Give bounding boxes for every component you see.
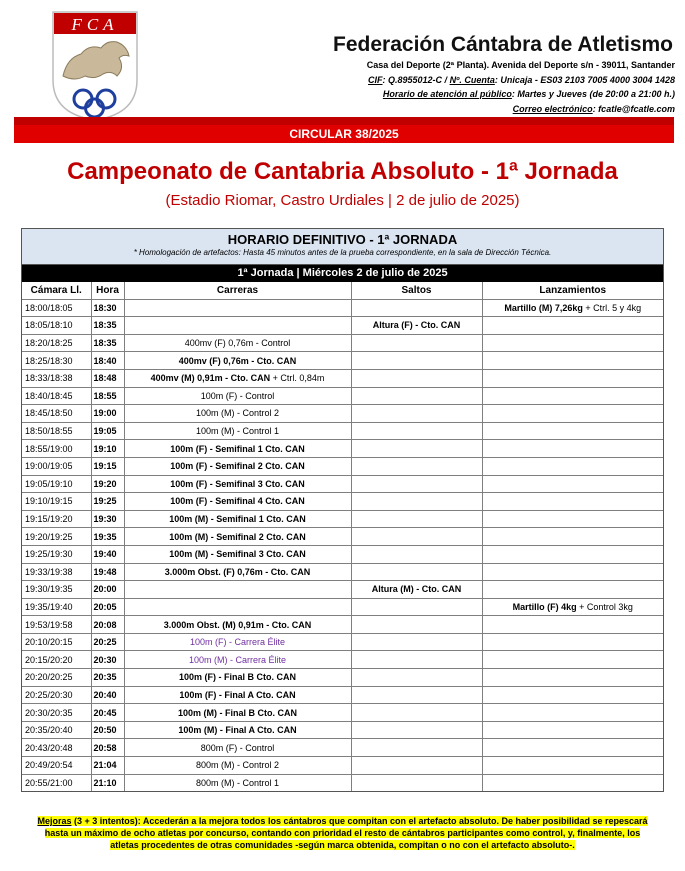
hora-cell: 18:55	[91, 387, 124, 405]
lanzamientos-cell	[482, 616, 663, 634]
camara-cell: 19:33/19:38	[22, 563, 91, 581]
carreras-cell: 100m (M) - Final B Cto. CAN	[124, 704, 351, 722]
footnote	[32, 815, 653, 851]
table-row	[22, 633, 663, 651]
saltos-cell	[351, 475, 482, 493]
hora-cell: 18:48	[91, 369, 124, 387]
table-row	[22, 475, 663, 493]
day-banner: 1ª Jornada | Miércoles 2 de julio de 2025	[22, 265, 663, 282]
saltos-cell	[351, 405, 482, 423]
lanzamientos-cell: Martillo (M) 7,26kg + Ctrl. 5 y 4kg	[482, 299, 663, 317]
hora-cell: 20:30	[91, 651, 124, 669]
saltos-cell	[351, 686, 482, 704]
camara-cell: 20:25/20:30	[22, 686, 91, 704]
table-row	[22, 299, 663, 317]
hora-cell: 19:15	[91, 457, 124, 475]
saltos-cell	[351, 739, 482, 757]
schedule-heading: HORARIO DEFINITIVO - 1ª JORNADA	[227, 232, 458, 247]
camara-cell: 19:35/19:40	[22, 598, 91, 616]
camara-cell: 18:55/19:00	[22, 440, 91, 458]
page-title: Campeonato de Cantabria Absoluto - 1ª Jornada	[67, 158, 618, 185]
saltos-cell	[351, 528, 482, 546]
carreras-cell: 100m (M) - Semifinal 1 Cto. CAN	[124, 510, 351, 528]
saltos-cell	[351, 299, 482, 317]
lanzamientos-cell	[482, 457, 663, 475]
saltos-cell	[351, 493, 482, 511]
hora-cell: 19:05	[91, 422, 124, 440]
schedule-grid	[22, 282, 663, 791]
table-row	[22, 739, 663, 757]
carreras-cell: 100m (F) - Semifinal 2 Cto. CAN	[124, 457, 351, 475]
table-row	[22, 545, 663, 563]
lanzamientos-cell	[482, 704, 663, 722]
carreras-cell: 3.000m Obst. (F) 0,76m - Cto. CAN	[124, 563, 351, 581]
camara-cell: 18:20/18:25	[22, 334, 91, 352]
table-row	[22, 422, 663, 440]
carreras-cell: 100m (M) - Final A Cto. CAN	[124, 721, 351, 739]
lanzamientos-cell: Martillo (F) 4kg + Control 3kg	[482, 598, 663, 616]
saltos-cell	[351, 440, 482, 458]
hora-cell: 20:08	[91, 616, 124, 634]
hora-cell: 19:20	[91, 475, 124, 493]
saltos-cell	[351, 721, 482, 739]
page-subtitle: (Estadio Riomar, Castro Urdiales | 2 de julio de 2025)	[165, 192, 520, 209]
carreras-cell: 3.000m Obst. (M) 0,91m - Cto. CAN	[124, 616, 351, 634]
lanzamientos-cell	[482, 440, 663, 458]
lanzamientos-cell	[482, 651, 663, 669]
table-row	[22, 528, 663, 546]
lanzamientos-cell	[482, 334, 663, 352]
carreras-cell: 100m (F) - Final B Cto. CAN	[124, 669, 351, 687]
logo-text: FCA	[71, 15, 119, 34]
table-row	[22, 405, 663, 423]
lanzamientos-cell	[482, 369, 663, 387]
lanzamientos-cell	[482, 669, 663, 687]
email: Correo electrónico: fcatle@fcatle.com	[512, 103, 675, 114]
carreras-cell: 400mv (F) 0,76m - Cto. CAN	[124, 352, 351, 370]
lanzamientos-cell	[482, 581, 663, 599]
saltos-cell	[351, 774, 482, 791]
carreras-cell: 100m (F) - Final A Cto. CAN	[124, 686, 351, 704]
saltos-cell	[351, 633, 482, 651]
schedule-table	[21, 228, 664, 792]
lanzamientos-cell	[482, 528, 663, 546]
saltos-cell	[351, 422, 482, 440]
camara-cell: 19:25/19:30	[22, 545, 91, 563]
hora-cell: 18:40	[91, 352, 124, 370]
lanzamientos-cell	[482, 545, 663, 563]
camara-cell: 18:00/18:05	[22, 299, 91, 317]
lanzamientos-cell	[482, 405, 663, 423]
lanzamientos-cell	[482, 757, 663, 775]
camara-cell: 18:45/18:50	[22, 405, 91, 423]
federation-details	[367, 58, 675, 116]
schedule-note: * Homologación de artefactos: Hasta 45 minutos antes de la prueba correspondiente, en la sala de Dirección Técnica.	[133, 248, 552, 257]
schedule-header	[22, 229, 663, 265]
red-divider	[14, 117, 674, 125]
lanzamientos-cell	[482, 475, 663, 493]
saltos-cell	[351, 387, 482, 405]
table-row	[22, 369, 663, 387]
carreras-cell: 100m (F) - Semifinal 1 Cto. CAN	[124, 440, 351, 458]
carreras-cell: 100m (F) - Control	[124, 387, 351, 405]
table-row	[22, 581, 663, 599]
circular-number: CIRCULAR 38/2025	[14, 125, 674, 143]
lanzamientos-cell	[482, 563, 663, 581]
cif-account: CIF: Q.8955012-C / Nº. Cuenta: Unicaja - ES03 2103 7005 4000 3004 1428	[368, 74, 675, 85]
saltos-cell	[351, 598, 482, 616]
camara-cell: 19:05/19:10	[22, 475, 91, 493]
hora-cell: 20:35	[91, 669, 124, 687]
carreras-cell: 400mv (M) 0,91m - Cto. CAN + Ctrl. 0,84m	[124, 369, 351, 387]
saltos-cell: Altura (F) - Cto. CAN	[351, 317, 482, 335]
hora-cell: 20:40	[91, 686, 124, 704]
saltos-cell	[351, 669, 482, 687]
camara-cell: 20:10/20:15	[22, 633, 91, 651]
hora-cell: 21:04	[91, 757, 124, 775]
hora-cell: 19:40	[91, 545, 124, 563]
camara-cell: 19:00/19:05	[22, 457, 91, 475]
hora-cell: 19:10	[91, 440, 124, 458]
saltos-cell	[351, 352, 482, 370]
carreras-cell: 100m (M) - Carrera Élite	[124, 651, 351, 669]
camara-cell: 18:25/18:30	[22, 352, 91, 370]
camara-cell: 18:50/18:55	[22, 422, 91, 440]
hora-cell: 18:35	[91, 317, 124, 335]
camara-cell: 20:20/20:25	[22, 669, 91, 687]
saltos-cell	[351, 369, 482, 387]
camara-cell: 20:35/20:40	[22, 721, 91, 739]
carreras-cell: 100m (M) - Semifinal 3 Cto. CAN	[124, 545, 351, 563]
camara-cell: 19:10/19:15	[22, 493, 91, 511]
hora-cell: 20:50	[91, 721, 124, 739]
camara-cell: 18:05/18:10	[22, 317, 91, 335]
lanzamientos-cell	[482, 739, 663, 757]
carreras-cell: 100m (F) - Carrera Élite	[124, 633, 351, 651]
saltos-cell	[351, 651, 482, 669]
table-row	[22, 686, 663, 704]
col-hora: Hora	[91, 282, 124, 299]
saltos-cell	[351, 510, 482, 528]
table-row	[22, 651, 663, 669]
lanzamientos-cell	[482, 774, 663, 791]
carreras-cell: 800m (M) - Control 1	[124, 774, 351, 791]
hora-cell: 19:25	[91, 493, 124, 511]
table-row	[22, 704, 663, 722]
carreras-cell: 100m (M) - Semifinal 2 Cto. CAN	[124, 528, 351, 546]
col-lanzamientos: Lanzamientos	[482, 282, 663, 299]
table-row	[22, 317, 663, 335]
table-row	[22, 721, 663, 739]
camara-cell: 19:53/19:58	[22, 616, 91, 634]
lanzamientos-cell	[482, 493, 663, 511]
table-row	[22, 616, 663, 634]
table-row	[22, 493, 663, 511]
carreras-cell: 400mv (F) 0,76m - Control	[124, 334, 351, 352]
lanzamientos-cell	[482, 422, 663, 440]
hora-cell: 20:00	[91, 581, 124, 599]
table-row	[22, 352, 663, 370]
carreras-cell: 100m (F) - Semifinal 4 Cto. CAN	[124, 493, 351, 511]
col-saltos: Saltos	[351, 282, 482, 299]
hora-cell: 20:58	[91, 739, 124, 757]
camara-cell: 19:20/19:25	[22, 528, 91, 546]
carreras-cell	[124, 581, 351, 599]
table-row	[22, 457, 663, 475]
table-row	[22, 774, 663, 791]
hora-cell: 20:05	[91, 598, 124, 616]
carreras-cell	[124, 299, 351, 317]
saltos-cell	[351, 545, 482, 563]
carreras-cell	[124, 317, 351, 335]
saltos-cell	[351, 704, 482, 722]
table-row	[22, 334, 663, 352]
table-row	[22, 669, 663, 687]
carreras-cell: 100m (M) - Control 1	[124, 422, 351, 440]
camara-cell: 20:30/20:35	[22, 704, 91, 722]
camara-cell: 19:15/19:20	[22, 510, 91, 528]
saltos-cell: Altura (M) - Cto. CAN	[351, 581, 482, 599]
camara-cell: 20:43/20:48	[22, 739, 91, 757]
lanzamientos-cell	[482, 510, 663, 528]
saltos-cell	[351, 563, 482, 581]
camara-cell: 20:15/20:20	[22, 651, 91, 669]
hora-cell: 19:48	[91, 563, 124, 581]
camara-cell: 18:33/18:38	[22, 369, 91, 387]
fca-logo	[51, 10, 139, 122]
saltos-cell	[351, 757, 482, 775]
footnote-label: Mejoras	[37, 816, 72, 826]
camara-cell: 20:55/21:00	[22, 774, 91, 791]
table-row	[22, 510, 663, 528]
lanzamientos-cell	[482, 721, 663, 739]
carreras-cell: 100m (M) - Control 2	[124, 405, 351, 423]
hora-cell: 18:30	[91, 299, 124, 317]
carreras-cell	[124, 598, 351, 616]
carreras-cell: 100m (F) - Semifinal 3 Cto. CAN	[124, 475, 351, 493]
federation-name: Federación Cántabra de Atletismo	[333, 33, 673, 56]
carreras-cell: 800m (M) - Control 2	[124, 757, 351, 775]
hora-cell: 19:30	[91, 510, 124, 528]
footnote-text: (3 + 3 intentos): Accederán a la mejora todos los cántabros que compitan con el artefacto absoluto. De haber posibilidad se repescará hasta un máximo de ocho atletas por concurso, contando con prioridad el resto de cántabros participantes como control, y, finalmente, los atletas procedentes de otras comunidades -según marca obtenida, compitan o no con el artefacto absoluto-.	[44, 816, 648, 850]
hora-cell: 19:35	[91, 528, 124, 546]
col-camara: Cámara Ll.	[22, 282, 91, 299]
hora-cell: 19:00	[91, 405, 124, 423]
lanzamientos-cell	[482, 387, 663, 405]
camara-cell: 19:30/19:35	[22, 581, 91, 599]
table-row	[22, 387, 663, 405]
lanzamientos-cell	[482, 686, 663, 704]
address: Casa del Deporte (2ª Planta). Avenida del Deporte s/n - 39011, Santander	[366, 60, 675, 70]
camara-cell: 20:49/20:54	[22, 757, 91, 775]
hora-cell: 18:35	[91, 334, 124, 352]
camara-cell: 18:40/18:45	[22, 387, 91, 405]
hora-cell: 20:25	[91, 633, 124, 651]
col-carreras: Carreras	[124, 282, 351, 299]
lanzamientos-cell	[482, 317, 663, 335]
saltos-cell	[351, 457, 482, 475]
table-row	[22, 598, 663, 616]
office-hours: Horario de atención al público: Martes y Jueves (de 20:00 a 21:00 h.)	[382, 89, 675, 99]
table-row	[22, 440, 663, 458]
hora-cell: 20:45	[91, 704, 124, 722]
table-row	[22, 563, 663, 581]
lanzamientos-cell	[482, 633, 663, 651]
lanzamientos-cell	[482, 352, 663, 370]
carreras-cell: 800m (F) - Control	[124, 739, 351, 757]
hora-cell: 21:10	[91, 774, 124, 791]
saltos-cell	[351, 616, 482, 634]
column-headers	[22, 282, 663, 299]
table-row	[22, 757, 663, 775]
saltos-cell	[351, 334, 482, 352]
